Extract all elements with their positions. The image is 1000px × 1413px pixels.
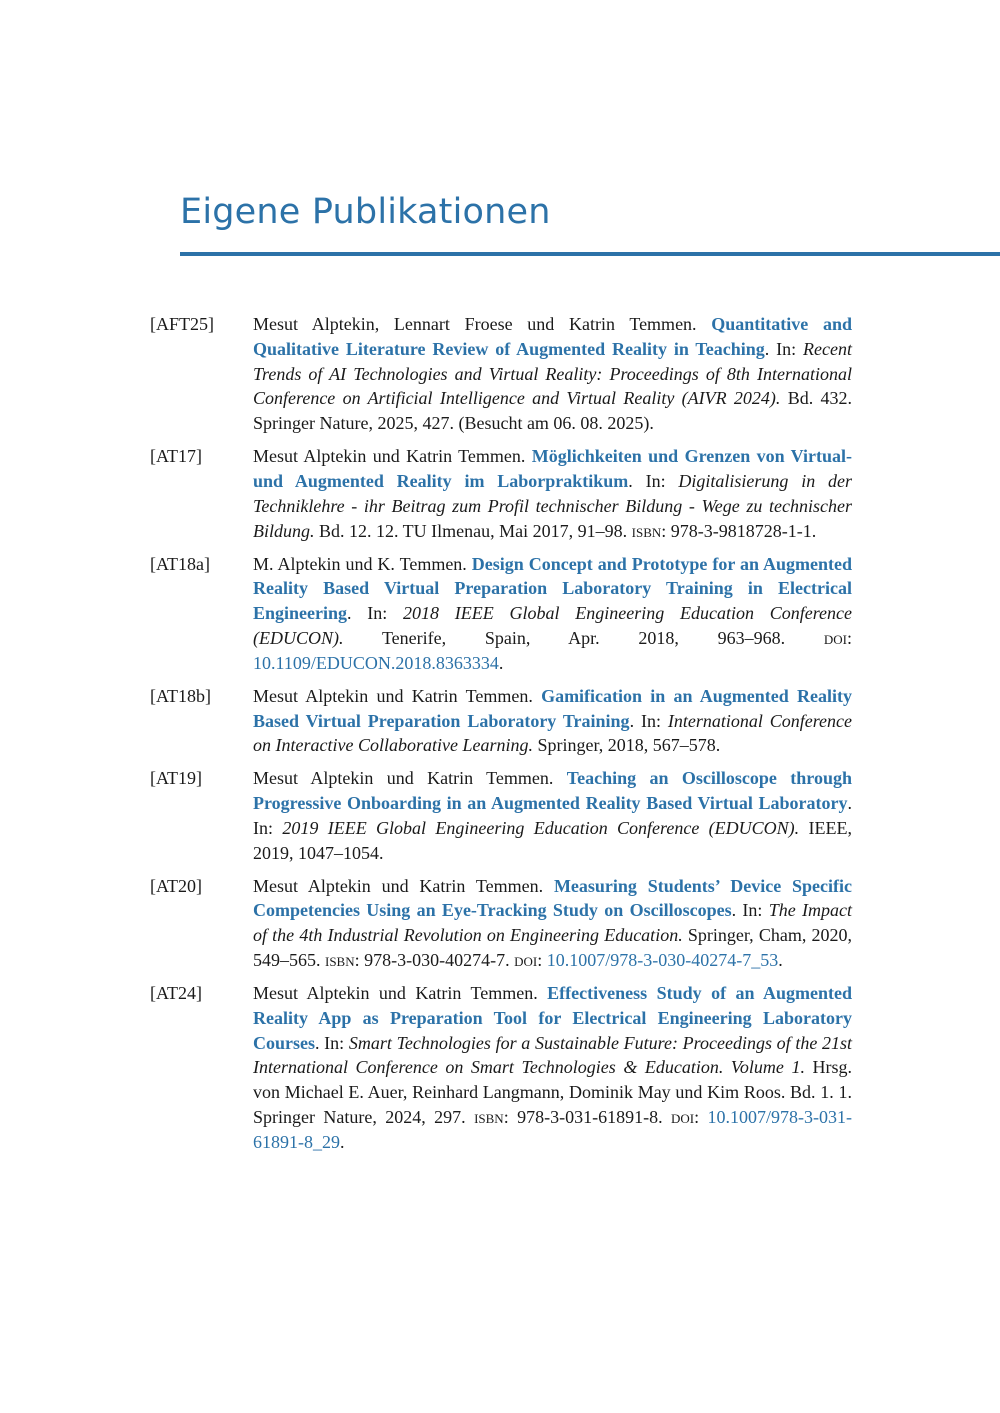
in-label: . In: bbox=[315, 1032, 345, 1053]
venue: 2019 IEEE Global Engineering Education Conference (EDUCON). bbox=[282, 817, 800, 838]
venue: Smart Technologies for a Sustainable Future: Proceedings of the 21st International Conference on Smart Technologies & Education. Volume 1. bbox=[253, 1032, 852, 1078]
publication-title-link[interactable]: Effectiveness Study of an Augmented Reality App as Preparation Tool for Electrical Engineering Laboratory Courses bbox=[253, 983, 852, 1053]
publication-title-link[interactable]: Möglichkeiten und Grenzen von Virtual- und Augmented Reality im Laborpraktikum bbox=[253, 446, 852, 491]
authors: Mesut Alptekin und Katrin Temmen. bbox=[253, 768, 554, 789]
citation-body: Mesut Alptekin und Katrin Temmen. Measuring Students’ Device Specific Competencies Using an Eye-Tracking Study on Oscilloscopes. In: The Impact of the 4th Industrial Revolution on Engineering Education. Springer, Cham, 2020, 549–565. isbn: 978-3-030-40274-7. doi: 10.1007/978-3-030-40274-7_53. bbox=[253, 875, 853, 971]
citation-key: [AT18a] bbox=[150, 553, 210, 574]
publication-title-link[interactable]: Quantitative and Qualitative Literature Review of Augmented Reality in Teaching bbox=[253, 314, 852, 359]
in-label: . In: bbox=[764, 338, 797, 359]
venue: Digitalisierung in der Techniklehre - ihr Beitrag zum Profil technischer Bildung - Wege zu technischer Bildung. bbox=[253, 470, 853, 541]
publication-title-link[interactable]: Design Concept and Prototype for an Augmented Reality Based Virtual Preparation Laboratory Training in Electrical Engineering bbox=[253, 553, 853, 624]
isbn-label: isbn bbox=[474, 1107, 504, 1128]
citation-key: [AT20] bbox=[150, 875, 202, 896]
doi-link[interactable]: 10.1007/978-3-031-61891-8_29 bbox=[253, 1107, 852, 1152]
entry-end: . bbox=[340, 1131, 345, 1152]
page-title: Eigene Publikationen bbox=[180, 192, 551, 232]
authors: Mesut Alptekin und Katrin Temmen. bbox=[253, 983, 538, 1004]
isbn-value: : 978-3-030-40274-7. bbox=[354, 950, 510, 971]
isbn-value: : 978-3-9818728-1-1. bbox=[661, 520, 817, 541]
doi-link[interactable]: 10.1109/EDUCON.2018.8363334 bbox=[253, 652, 499, 673]
bibliography-list bbox=[150, 312, 852, 1163]
citation-key: [AT24] bbox=[150, 983, 202, 1004]
doi-link[interactable]: 10.1007/978-3-030-40274-7_53 bbox=[546, 950, 779, 971]
bib-entry-at20 bbox=[150, 874, 852, 973]
authors: Mesut Alptekin, Lennart Froese und Katrin Temmen. bbox=[253, 314, 697, 334]
in-label: . In: bbox=[347, 603, 388, 624]
citation-body bbox=[253, 444, 852, 543]
bib-entry-at18b bbox=[150, 684, 852, 758]
citation-body bbox=[253, 312, 852, 436]
authors: Mesut Alptekin und Katrin Temmen. bbox=[253, 685, 533, 706]
publication-title-link[interactable]: Teaching an Oscilloscope through Progressive Onboarding in an Augmented Reality Based Virtual Laboratory bbox=[253, 768, 852, 814]
publication-details: Springer, 2018, 567–578. bbox=[537, 735, 721, 756]
citation-body bbox=[253, 766, 852, 865]
title-underline bbox=[180, 252, 1000, 256]
isbn-value: : 978-3-031-61891-8. bbox=[503, 1107, 663, 1128]
citation-body: M. Alptekin und K. Temmen. Design Concept and Prototype for an Augmented Reality Based Virtual Preparation Laboratory Training in Electrical Engineering. In: 2018 IEEE Global Engineering Education Conference (EDUCON). Tenerife, Spain, Apr. 2018, 963–968. doi: 10.1109/EDUCON.2018.8363334. bbox=[253, 553, 853, 673]
in-label: . In: bbox=[628, 470, 666, 491]
citation-key: [AT17] bbox=[150, 446, 202, 467]
venue: Recent Trends of AI Technologies and Virtual Reality: Proceedings of 8th International Conference on Artificial Intelligence and Virtual Reality (AIVR 2024). bbox=[253, 338, 853, 409]
citation-key: [AT19] bbox=[150, 768, 202, 789]
bib-entry-aft25 bbox=[150, 312, 852, 436]
isbn-label: isbn bbox=[631, 520, 662, 541]
citation-body bbox=[253, 684, 852, 758]
in-label: . In: bbox=[731, 900, 763, 921]
isbn-label: isbn bbox=[325, 950, 355, 971]
bib-entry-at18a bbox=[150, 552, 852, 676]
publication-details: Hrsg. von Michael E. Auer, Reinhard Langmann, Dominik May und Kim Roos. Bd. 1. 1. Springer Nature, 2024, 297. bbox=[253, 1057, 853, 1128]
publication-details: Bd. 12. 12. TU Ilmenau, Mai 2017, 91–98. bbox=[319, 520, 628, 541]
publication-title-link[interactable]: Measuring Students’ Device Specific Competencies Using an Eye-Tracking Study on Oscilloscopes bbox=[253, 875, 852, 921]
publication-details: Tenerife, Spain, Apr. 2018, 963–968. bbox=[381, 627, 786, 648]
venue: 2018 IEEE Global Engineering Education Conference (EDUCON). bbox=[253, 603, 853, 648]
venue: International Conference on Interactive Collaborative Learning. bbox=[253, 710, 853, 756]
in-label: . In: bbox=[253, 793, 852, 838]
bib-entry-at17 bbox=[150, 444, 852, 543]
authors: Mesut Alptekin und Katrin Temmen. bbox=[253, 446, 526, 467]
citation-key: [AFT25] bbox=[150, 314, 214, 334]
authors: Mesut Alptekin und Katrin Temmen. bbox=[253, 875, 544, 896]
publication-details: Bd. 432. Springer Nature, 2025, 427. (Besucht am 06. 08. 2025). bbox=[253, 388, 852, 434]
doi-label: doi bbox=[514, 950, 538, 971]
venue: The Impact of the 4th Industrial Revolution on Engineering Education. bbox=[253, 900, 852, 946]
doi-label: doi bbox=[823, 627, 847, 648]
bib-entry-at19 bbox=[150, 766, 852, 865]
publication-title-link[interactable]: Gamification in an Augmented Reality Based Virtual Preparation Laboratory Training bbox=[253, 685, 852, 731]
citation-key: [AT18b] bbox=[150, 685, 211, 706]
entry-end: . bbox=[778, 950, 783, 971]
citation-body: Mesut Alptekin und Katrin Temmen. Effectiveness Study of an Augmented Reality App as Preparation Tool for Electrical Engineering Laboratory Courses. In: Smart Technologies for a Sustainable Future: Proceedings of the 21st International Conference on Smart Technologies & Education. Volume 1. Hrsg. von Michael E. Auer, Reinhard Langmann, Dominik May und Kim Roos. Bd. 1. 1. Springer Nature, 2024, 297. isbn: 978-3-031-61891-8. doi: 10.1007/978-3-031-61891-8_29. bbox=[253, 983, 853, 1152]
authors: M. Alptekin und K. Temmen. bbox=[253, 553, 467, 574]
in-label: . In: bbox=[629, 710, 661, 731]
publication-details: Springer, Cham, 2020, 549–565. bbox=[253, 925, 853, 971]
publication-details: IEEE, 2019, 1047–1054. bbox=[253, 817, 853, 863]
entry-end: . bbox=[498, 652, 504, 673]
doi-label: doi bbox=[671, 1107, 695, 1128]
bib-entry-at24 bbox=[150, 981, 852, 1155]
